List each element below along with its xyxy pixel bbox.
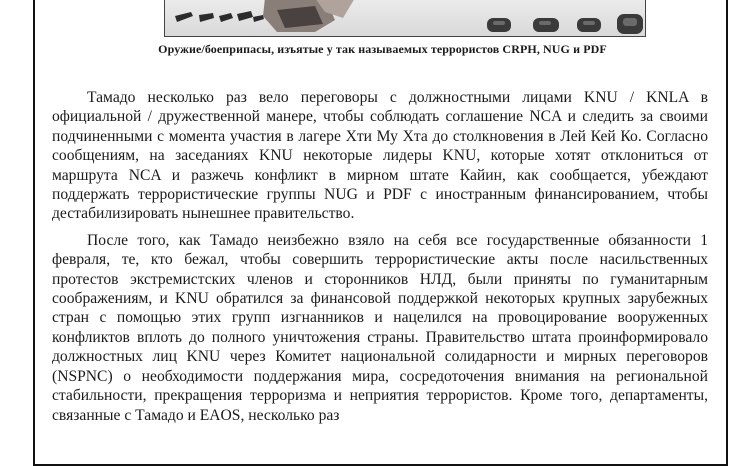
document-page bbox=[33, 0, 728, 466]
paragraph: После того, как Тамадо неизбежно взяло на себя все государственные обязанности 1 февраля, те, кто бежал, чтобы совершить террористические акты после насильственных протестов экстремистских членов и сторонников НЛД, были приняты по гуманитарным соображениям, и KNU обратился за финансовой поддержкой некоторых крупных зарубежных стран с помощью этих групп изгнанников и нацелился на провоцирование вооруженных конфликтов вплоть до полного уничтожения страны. Правительство штата проинформировало должностных лиц KNU через Комитет национальной солидарности и мирных переговоров (NSPNC) о необходимости поддержания мира, сосредоточения внимания на региональной стабильности, прекращения терроризма и неприятия террористов. Кроме того, департаменты, связанные с Тамадо и EAOS, несколько раз bbox=[52, 231, 708, 424]
grenade-items bbox=[487, 14, 643, 34]
seized-weapons-photo bbox=[164, 0, 646, 37]
figure-caption: Оружие/боеприпасы, изъятые у так называемых террористов CRPH, NUG и PDF bbox=[158, 42, 607, 56]
weapons-photo-image bbox=[165, 0, 645, 36]
grenade-highlights bbox=[493, 18, 637, 26]
article-body bbox=[52, 88, 708, 432]
ammunition-items bbox=[175, 11, 264, 22]
paragraph: Тамадо несколько раз вело переговоры с должностными лицами KNU / KNLA в официальной / дружественной манере, чтобы соблюдать соглашение NCA и следить за своими подчиненными с момента участия в лагере Хти Му Хта до столкновения в Лей Кей Ко. Согласно сообщениям, на заседаниях KNU некоторые лидеры KNU, которые хотят отклониться от маршрута NCA и разжечь конфликт в мирном штате Кайин, как сообщается, убеждают поддержать террористические группы NUG и PDF с иностранным финансированием, чтобы дестабилизировать нынешнее правительство. bbox=[52, 89, 708, 223]
pouch-item bbox=[263, 0, 355, 32]
